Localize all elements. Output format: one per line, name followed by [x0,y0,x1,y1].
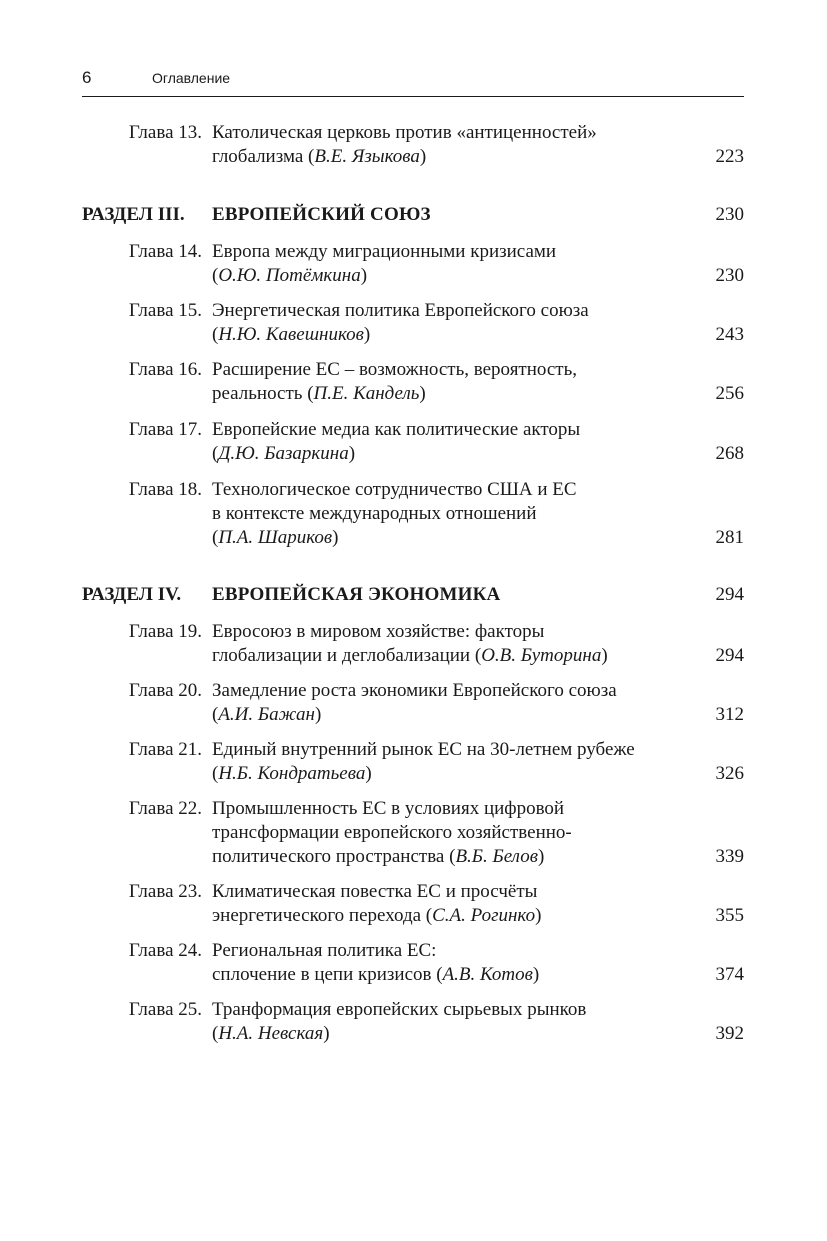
entry-title [212,939,692,987]
entry-title-line [212,583,692,607]
entry-label: Глава 21. [128,739,202,760]
entry-title-line [212,323,692,347]
entry-title-line [212,797,692,821]
title-text: ) [601,645,608,666]
entry-page-number: 243 [715,324,744,345]
entry-title [212,358,692,406]
entry-page-number: 223 [715,146,744,167]
entry-label: Глава 13. [128,122,202,143]
entry-title-line [212,620,692,644]
entry-title-line [212,358,692,382]
entry-title-line [212,203,692,227]
title-text: Транформация европейских сырьевых рынков [212,999,587,1020]
title-text: ЕВРОПЕЙСКАЯ ЭКОНОМИКА [212,584,501,605]
title-text: ( [212,443,219,464]
title-text: Евросоюз в мировом хозяйстве: факторы [212,621,545,642]
entry-title [212,620,692,668]
title-text: ( [212,763,219,784]
entry-label: Глава 16. [128,359,202,380]
entry-label: Глава 14. [128,241,202,262]
author-name: Н.Ю. Кавешников [218,324,364,345]
entry-title [212,738,692,786]
title-text: Промышленность ЕС в условиях цифровой [212,798,565,819]
entry-page-number: 374 [715,964,744,985]
entry-title [212,880,692,928]
entry-title-line [212,418,692,442]
entry-title-line [212,904,692,928]
author-name: Н.А. Невская [218,1023,324,1044]
entry-page-number: 355 [715,905,744,926]
title-text: ) [323,1023,330,1044]
title-text: ) [332,527,339,548]
title-text: ) [419,146,427,167]
title-text: ( [212,265,219,286]
author-name: Д.Ю. Базаркина [218,443,349,464]
title-text: Технологическое сотрудничество США и ЕС [212,479,577,500]
entry-page-number: 294 [715,645,744,666]
title-text: энергетического перехода ( [212,905,433,926]
page-number: 6 [82,68,92,87]
entry-page-number: 230 [715,204,744,225]
title-text: Расширение ЕС – возможность, вероятность, [212,359,578,380]
entry-title-line [212,502,692,526]
author-name: В.Е. Языкова [314,146,420,167]
entry-title-line [212,762,692,786]
entry-title [212,998,692,1046]
author-name: О.В. Буторина [481,645,602,666]
entry-title [212,418,692,466]
entry-label: Глава 19. [128,621,202,642]
entry-label: РАЗДЕЛ IV. [82,584,182,605]
entry-title-line [212,679,692,703]
entry-title [212,797,692,869]
entry-page-number: 268 [715,443,744,464]
author-name: О.Ю. Потёмкина [218,265,361,286]
title-text: ЕВРОПЕЙСКИЙ СОЮЗ [212,204,431,225]
author-name: П.А. Шариков [218,527,333,548]
entry-title [212,203,692,227]
entry-page-number: 294 [715,584,744,605]
running-head-title: Оглавление [152,70,231,86]
title-text: ) [535,905,542,926]
author-name: П.Е. Кандель [313,383,420,404]
entry-title [212,478,692,550]
title-text: ) [360,265,368,286]
entry-label: Глава 23. [128,881,202,902]
title-text: ( [212,527,219,548]
title-text: в контексте международных отношений [212,503,537,524]
entry-title [212,240,692,288]
title-text: Климатическая повестка ЕС и просчёты [212,881,538,902]
title-text: ) [365,763,372,784]
title-text: ( [212,324,219,345]
entry-label: Глава 15. [128,300,202,321]
entry-title-line [212,526,692,550]
entry-title-line [212,240,692,264]
entry-label: Глава 17. [128,419,202,440]
title-text: сплочение в цепи кризисов ( [212,964,443,985]
title-text: Европейские медиа как политические акторы [212,419,581,440]
entry-page-number: 256 [715,383,744,404]
entry-label: Глава 24. [128,940,202,961]
title-text: ) [419,383,426,404]
entry-title-line [212,121,692,145]
title-text: Замедление роста экономики Европейского союза [212,680,617,701]
entry-title-line [212,644,692,668]
title-text: Католическая церковь против «антиценностей» [212,122,597,143]
entry-title-line [212,299,692,323]
title-text: ) [532,964,540,985]
entry-page-number: 312 [715,704,744,725]
entry-title-line [212,478,692,502]
entry-title-line [212,703,692,727]
entry-page-number: 281 [715,527,744,548]
author-name: А.В. Котов [442,964,533,985]
entry-title-line [212,442,692,466]
entry-page-number: 392 [715,1023,744,1044]
entry-label: Глава 18. [128,479,202,500]
entry-title-line [212,821,692,845]
entry-label: Глава 22. [128,798,202,819]
entry-title [212,583,692,607]
entry-title-line [212,382,692,406]
author-name: В.Б. Белов [455,846,538,867]
entry-title-line [212,880,692,904]
entry-title-line [212,145,692,169]
title-text: Единый внутренний рынок ЕС на 30-летнем рубеже [212,739,635,760]
title-text: Региональная политика ЕС: [212,940,437,961]
entry-title [212,299,692,347]
entry-page-number: 230 [715,265,744,286]
entry-title-line [212,998,692,1022]
author-name: А.И. Бажан [218,704,315,725]
entry-title-line [212,738,692,762]
entry-title-line [212,264,692,288]
entry-page-number: 339 [715,846,744,867]
running-head [82,66,744,97]
title-text: ) [348,443,356,464]
entry-title-line [212,845,692,869]
entry-title-line [212,1022,692,1046]
title-text: реальность ( [212,383,314,404]
title-text: ( [212,1023,219,1044]
title-text: ) [363,324,371,345]
title-text: Энергетическая политика Европейского союза [212,300,589,321]
entry-label: РАЗДЕЛ III. [82,204,185,225]
entry-title [212,121,692,169]
author-name: С.А. Рогинко [432,905,536,926]
title-text: глобализма ( [212,146,315,167]
title-text: политического пространства ( [212,846,456,867]
title-text: ) [537,846,545,867]
title-text: Европа между миграционными кризисами [212,241,557,262]
entry-page-number: 326 [715,763,744,784]
entry-title-line [212,963,692,987]
entry-label: Глава 25. [128,999,202,1020]
title-text: ) [314,704,322,725]
entry-title [212,679,692,727]
title-text: трансформации европейского хозяйственно- [212,822,572,843]
title-text: ( [212,704,219,725]
author-name: Н.Б. Кондратьева [218,763,366,784]
entry-label: Глава 20. [128,680,202,701]
title-text: глобализации и деглобализации ( [212,645,482,666]
entry-title-line [212,939,692,963]
